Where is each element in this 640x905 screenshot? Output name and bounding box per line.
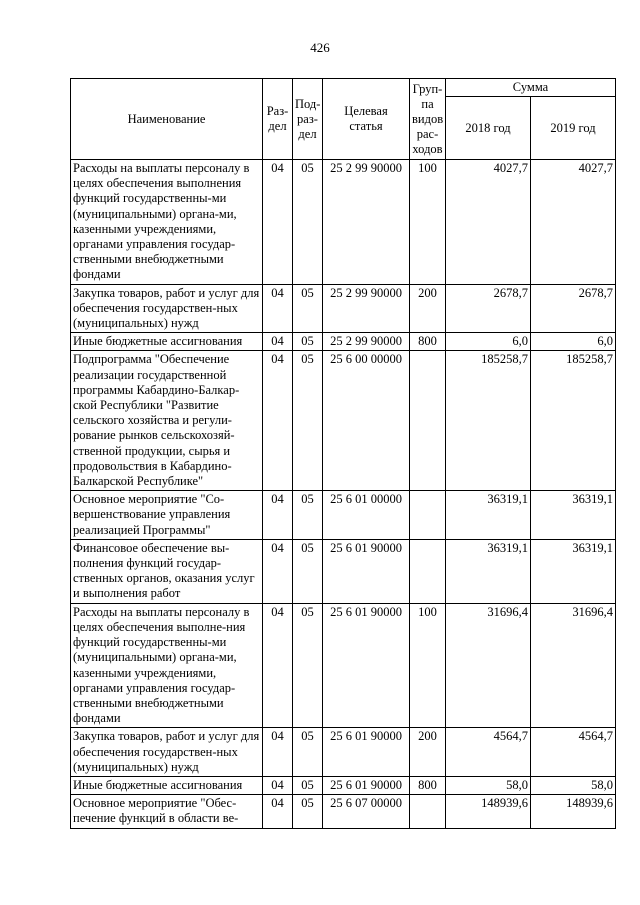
table-row bbox=[71, 728, 616, 777]
table-row bbox=[71, 491, 616, 540]
row-celevaya-cell: 25 6 01 90000 bbox=[323, 603, 410, 728]
row-podrazdel-cell: 05 bbox=[293, 284, 323, 333]
row-podrazdel-cell: 05 bbox=[293, 333, 323, 351]
row-razdel-cell: 04 bbox=[263, 539, 293, 603]
row-2019-cell: 2678,7 bbox=[531, 284, 616, 333]
table-row bbox=[71, 795, 616, 828]
row-2019-cell: 185258,7 bbox=[531, 351, 616, 491]
row-gruppa-cell bbox=[410, 351, 446, 491]
row-podrazdel-cell: 05 bbox=[293, 795, 323, 828]
row-celevaya-cell: 25 6 07 00000 bbox=[323, 795, 410, 828]
row-celevaya-cell: 25 2 99 90000 bbox=[323, 333, 410, 351]
row-podrazdel-cell: 05 bbox=[293, 776, 323, 794]
row-gruppa-cell: 800 bbox=[410, 333, 446, 351]
row-name-cell: Иные бюджетные ассигнования bbox=[71, 333, 263, 351]
row-celevaya-cell: 25 6 01 90000 bbox=[323, 776, 410, 794]
row-name-cell: Расходы на выплаты персоналу в целях обеспечения выполне-ния функций государственны-ми (муниципальными) органа-ми, казенными учреждениями, органами управления государ-ственными внебюджетными фондами bbox=[71, 603, 263, 728]
row-2018-cell: 36319,1 bbox=[446, 539, 531, 603]
row-2018-cell: 36319,1 bbox=[446, 491, 531, 540]
page-number: 426 bbox=[310, 40, 330, 55]
row-name-cell: Подпрограмма "Обеспечение реализации государственной программы Кабардино-Балкар-ской Республики "Развитие сельского хозяйства и регули-рование рынков сельскохозяй-ственной продукции, сырья и продовольствия в Кабардино-Балкарской Республике" bbox=[71, 351, 263, 491]
header-year-2019: 2019 год bbox=[531, 97, 616, 160]
table-row bbox=[71, 333, 616, 351]
row-2018-cell: 4027,7 bbox=[446, 160, 531, 285]
row-2019-cell: 6,0 bbox=[531, 333, 616, 351]
row-2019-cell: 148939,6 bbox=[531, 795, 616, 828]
row-razdel-cell: 04 bbox=[263, 284, 293, 333]
table-row bbox=[71, 284, 616, 333]
budget-table bbox=[70, 78, 616, 829]
row-celevaya-cell: 25 2 99 90000 bbox=[323, 160, 410, 285]
row-name-cell: Основное мероприятие "Со-вершенствование управления реализацией Программы" bbox=[71, 491, 263, 540]
row-name-cell: Финансовое обеспечение вы-полнения функций государ-ственных органов, оказания услуг и выполнения работ bbox=[71, 539, 263, 603]
table-row bbox=[71, 603, 616, 728]
row-name-cell: Закупка товаров, работ и услуг для обеспечения государствен-ных (муниципальных) нужд bbox=[71, 284, 263, 333]
row-razdel-cell: 04 bbox=[263, 776, 293, 794]
row-2019-cell: 4564,7 bbox=[531, 728, 616, 777]
row-razdel-cell: 04 bbox=[263, 795, 293, 828]
header-year-2018: 2018 год bbox=[446, 97, 531, 160]
row-razdel-cell: 04 bbox=[263, 603, 293, 728]
row-razdel-cell: 04 bbox=[263, 728, 293, 777]
table-row bbox=[71, 776, 616, 794]
header-razdel: Раз- дел bbox=[263, 79, 293, 160]
row-2018-cell: 185258,7 bbox=[446, 351, 531, 491]
row-name-cell: Основное мероприятие "Обес-печение функций в области ве- bbox=[71, 795, 263, 828]
row-name-cell: Закупка товаров, работ и услуг для обеспечения государствен-ных (муниципальных) нужд bbox=[71, 728, 263, 777]
row-2018-cell: 31696,4 bbox=[446, 603, 531, 728]
header-celevaya: Целевая статья bbox=[323, 79, 410, 160]
row-podrazdel-cell: 05 bbox=[293, 351, 323, 491]
header-name: Наименование bbox=[71, 79, 263, 160]
header-summa: Сумма bbox=[446, 79, 616, 97]
row-podrazdel-cell: 05 bbox=[293, 491, 323, 540]
row-gruppa-cell: 200 bbox=[410, 284, 446, 333]
row-podrazdel-cell: 05 bbox=[293, 728, 323, 777]
row-celevaya-cell: 25 6 01 00000 bbox=[323, 491, 410, 540]
table-row bbox=[71, 160, 616, 285]
row-2019-cell: 58,0 bbox=[531, 776, 616, 794]
header-gruppa: Груп- па видов рас- ходов bbox=[410, 79, 446, 160]
row-name-cell: Иные бюджетные ассигнования bbox=[71, 776, 263, 794]
row-gruppa-cell: 200 bbox=[410, 728, 446, 777]
row-gruppa-cell bbox=[410, 491, 446, 540]
row-celevaya-cell: 25 2 99 90000 bbox=[323, 284, 410, 333]
row-2019-cell: 31696,4 bbox=[531, 603, 616, 728]
row-gruppa-cell: 100 bbox=[410, 603, 446, 728]
row-2018-cell: 58,0 bbox=[446, 776, 531, 794]
row-razdel-cell: 04 bbox=[263, 333, 293, 351]
table-row bbox=[71, 539, 616, 603]
row-gruppa-cell bbox=[410, 795, 446, 828]
row-podrazdel-cell: 05 bbox=[293, 539, 323, 603]
row-gruppa-cell: 800 bbox=[410, 776, 446, 794]
table-body bbox=[71, 160, 616, 829]
row-celevaya-cell: 25 6 01 90000 bbox=[323, 728, 410, 777]
header-podrazdel: Под- раз- дел bbox=[293, 79, 323, 160]
row-razdel-cell: 04 bbox=[263, 351, 293, 491]
row-2019-cell: 36319,1 bbox=[531, 491, 616, 540]
row-gruppa-cell: 100 bbox=[410, 160, 446, 285]
row-2018-cell: 148939,6 bbox=[446, 795, 531, 828]
row-2018-cell: 4564,7 bbox=[446, 728, 531, 777]
row-gruppa-cell bbox=[410, 539, 446, 603]
row-podrazdel-cell: 05 bbox=[293, 603, 323, 728]
row-2018-cell: 6,0 bbox=[446, 333, 531, 351]
row-podrazdel-cell: 05 bbox=[293, 160, 323, 285]
row-2018-cell: 2678,7 bbox=[446, 284, 531, 333]
row-2019-cell: 4027,7 bbox=[531, 160, 616, 285]
row-razdel-cell: 04 bbox=[263, 491, 293, 540]
row-name-cell: Расходы на выплаты персоналу в целях обеспечения выполнения функций государственны-ми (муниципальными) органа-ми, казенными учреждениями, органами управления государ-ственными внебюджетными фондами bbox=[71, 160, 263, 285]
row-celevaya-cell: 25 6 00 00000 bbox=[323, 351, 410, 491]
row-2019-cell: 36319,1 bbox=[531, 539, 616, 603]
row-razdel-cell: 04 bbox=[263, 160, 293, 285]
table-row bbox=[71, 351, 616, 491]
row-celevaya-cell: 25 6 01 90000 bbox=[323, 539, 410, 603]
